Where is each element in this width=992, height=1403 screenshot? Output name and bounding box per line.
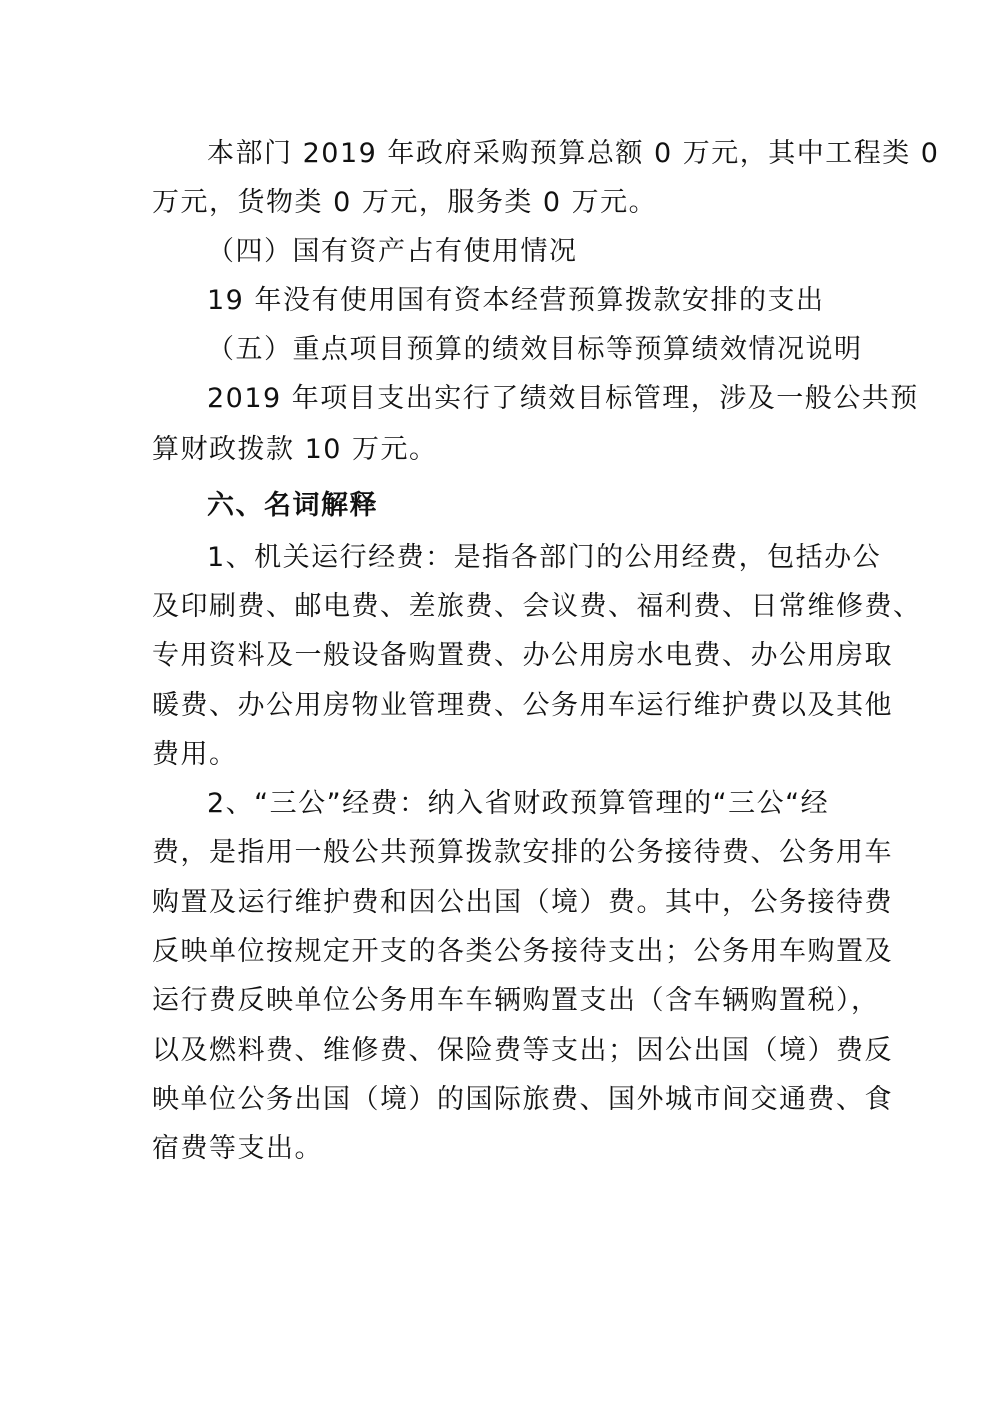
term-2-line-5: 运行费反映单位公务用车车辆购置支出（含车辆购置税），: [152, 985, 880, 1016]
term-1-line-1: 1、机关运行经费：是指各部门的公用经费，包括办公: [207, 542, 882, 573]
term-1-line-2: 及印刷费、邮电费、差旅费、会议费、福利费、日常维修费、: [152, 591, 922, 622]
term-2-line-4: 反映单位按规定开支的各类公务接待支出；公务用车购置及: [152, 936, 893, 967]
procurement-line-2: 万元，货物类 0 万元，服务类 0 万元。: [152, 187, 658, 218]
term-2-line-7: 映单位公务出国（境）的国际旅费、国外城市间交通费、食: [152, 1084, 893, 1115]
term-2-line-6: 以及燃料费、维修费、保险费等支出；因公出国（境）费反: [152, 1035, 893, 1066]
assets-heading: （四）国有资产占有使用情况: [207, 236, 578, 267]
procurement-line-1: 本部门 2019 年政府采购预算总额 0 万元，其中工程类 0: [207, 138, 940, 169]
term-2-line-8: 宿费等支出。: [152, 1133, 323, 1164]
term-2-line-3: 购置及运行维护费和因公出国（境）费。其中，公务接待费: [152, 887, 893, 918]
term-1-line-3: 专用资料及一般设备购置费、办公用房水电费、办公用房取: [152, 640, 893, 671]
term-2-line-2: 费，是指用一般公共预算拨款安排的公务接待费、公务用车: [152, 837, 893, 868]
performance-line-1: 2019 年项目支出实行了绩效目标管理，涉及一般公共预: [207, 383, 919, 414]
term-2-line-1: 2、“三公”经费：纳入省财政预算管理的“三公“经: [207, 788, 830, 819]
terms-heading: 六、名词解释: [207, 490, 378, 521]
term-1-line-4: 暖费、办公用房物业管理费、公务用车运行维护费以及其他: [152, 690, 893, 721]
assets-text: 19 年没有使用国有资本经营预算拨款安排的支出: [207, 285, 825, 316]
performance-line-2: 算财政拨款 10 万元。: [152, 434, 438, 465]
term-1-line-5: 费用。: [152, 739, 238, 770]
performance-heading: （五）重点项目预算的绩效目标等预算绩效情况说明: [207, 334, 863, 365]
